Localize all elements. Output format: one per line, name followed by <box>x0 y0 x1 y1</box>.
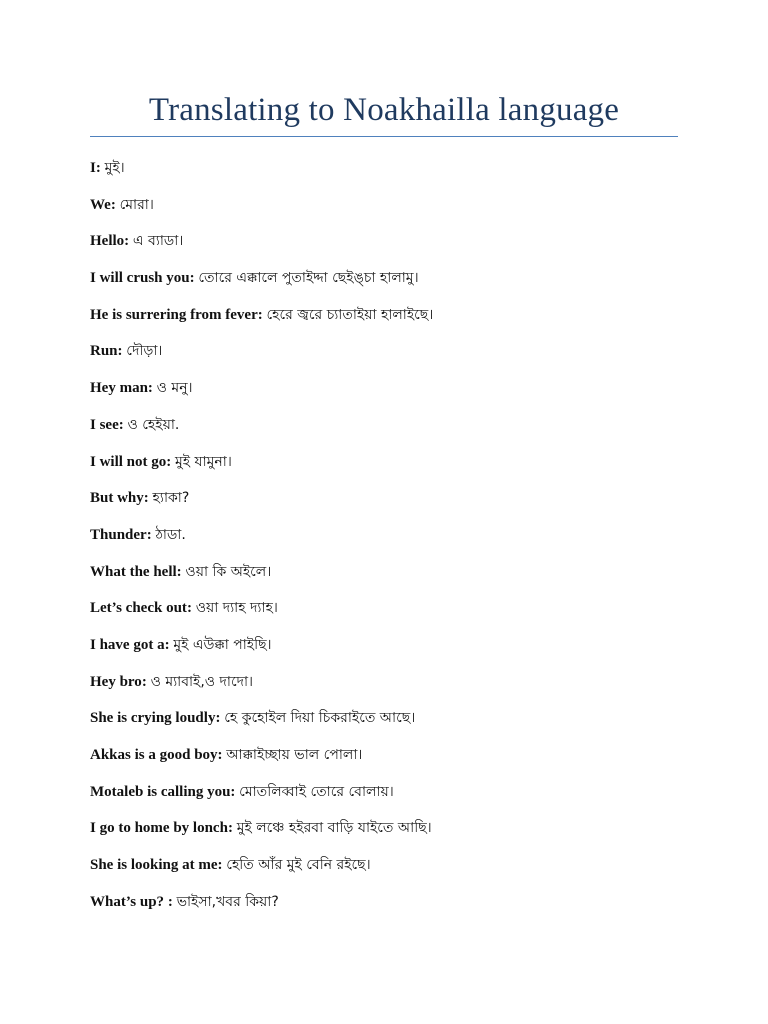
noakhailla-translation: হ্যাকা? <box>152 490 190 507</box>
translation-entry <box>90 260 690 297</box>
translation-entry <box>90 333 690 370</box>
separator: : <box>189 270 199 287</box>
noakhailla-translation: ভাইসা,খবর কিয়া? <box>176 893 279 910</box>
noakhailla-translation: হেরে জ্বরে চ্যাতাইয়া হালাইছে। <box>266 306 434 323</box>
translation-entry <box>90 407 690 444</box>
noakhailla-translation: ওয়া কি অইলে। <box>185 563 272 580</box>
english-term: But why <box>90 490 144 507</box>
noakhailla-translation: ও ম্যাবাই,ও দাদো। <box>150 673 254 690</box>
separator: : <box>217 747 227 763</box>
translation-entry <box>90 627 690 664</box>
noakhailla-translation: মুই লঞ্চে হইরবা বাড়ি যাইতে আছি। <box>236 820 432 837</box>
english-term: Hey bro <box>90 673 142 690</box>
english-term: I see <box>90 416 119 433</box>
noakhailla-translation: মোতলিব্বাই তোরে বোলায়। <box>239 783 394 800</box>
separator: : <box>146 526 156 543</box>
translation-entry <box>90 370 690 407</box>
english-term: Akkas is a good boy <box>90 747 218 763</box>
translation-entry <box>90 884 690 921</box>
english-term: Run <box>90 343 118 360</box>
translation-entry <box>90 480 690 517</box>
noakhailla-translation: আক্কাইচ্ছায় ভাল পোলা। <box>226 747 363 763</box>
translation-entry <box>90 150 690 187</box>
separator: : <box>166 453 176 470</box>
separator: : <box>217 857 227 874</box>
page-title: Translating to Noakhailla language <box>148 92 620 128</box>
separator: : <box>118 416 128 433</box>
separator: : <box>167 893 177 910</box>
separator: : <box>176 563 186 580</box>
separator: : <box>117 343 127 360</box>
translation-entry <box>90 444 690 481</box>
noakhailla-translation: হে কুহোইল দিয়া চিকরাইতে আছে। <box>224 710 416 727</box>
separator: : <box>147 380 157 397</box>
noakhailla-translation: দৌড়া। <box>126 343 163 360</box>
noakhailla-translation: ও হেইয়া. <box>127 416 180 433</box>
english-term: Motaleb is calling you <box>90 783 231 800</box>
translation-entry <box>90 810 690 847</box>
english-term: She is looking at me <box>90 857 218 874</box>
noakhailla-translation: হেতি আঁর মুই বেনি রইছে। <box>226 857 371 874</box>
english-term: I will crush you <box>90 270 190 287</box>
separator: : <box>227 820 237 837</box>
english-term: We <box>90 196 111 213</box>
english-term: What the hell <box>90 563 177 580</box>
noakhailla-translation: তোরে এক্কালে পুতাইদ্দা ছেইঙ্চা হালামু। <box>198 270 419 287</box>
english-term: I have got a <box>90 636 165 653</box>
noakhailla-translation: ঠাডা. <box>155 526 186 543</box>
separator: : <box>186 600 196 617</box>
noakhailla-translation: এ ব্যাডা। <box>132 233 184 250</box>
translation-entry <box>90 737 690 774</box>
translation-entry <box>90 517 690 554</box>
translation-entry <box>90 774 690 811</box>
separator: : <box>257 306 267 323</box>
translation-list <box>90 150 690 920</box>
separator: : <box>110 196 120 213</box>
english-term: She is crying loudly <box>90 710 216 727</box>
english-term: What’s up? <box>90 893 168 910</box>
english-term: I <box>90 160 96 176</box>
separator: : <box>124 233 133 250</box>
title-divider <box>90 136 678 137</box>
translation-entry <box>90 187 690 224</box>
separator: : <box>215 710 225 727</box>
noakhailla-translation: মোরা। <box>119 196 154 213</box>
noakhailla-translation: ওয়া দ্যাহ দ্যাহ। <box>195 600 278 617</box>
english-term: Let’s check out <box>90 600 187 617</box>
translation-entry <box>90 554 690 591</box>
english-term: Hey man <box>90 380 148 397</box>
noakhailla-translation: মুই। <box>104 160 125 176</box>
english-term: Hello <box>90 233 125 250</box>
separator: : <box>141 673 151 690</box>
separator: : <box>95 160 105 176</box>
noakhailla-translation: মুই যামুনা। <box>175 453 232 470</box>
translation-entry <box>90 664 690 701</box>
translation-entry <box>90 297 690 334</box>
translation-entry <box>90 847 690 884</box>
english-term: I will not go <box>90 453 167 470</box>
english-term: I go to home by lonch <box>90 820 228 837</box>
separator: : <box>164 636 174 653</box>
translation-entry <box>90 590 690 627</box>
noakhailla-translation: মুই এউক্কা পাইছি। <box>173 636 272 653</box>
separator: : <box>230 783 240 800</box>
english-term: He is surrering from fever <box>90 306 258 323</box>
separator: : <box>143 490 153 507</box>
english-term: Thunder <box>90 526 147 543</box>
translation-entry <box>90 223 690 260</box>
noakhailla-translation: ও মনু। <box>156 380 193 397</box>
translation-entry <box>90 700 690 737</box>
